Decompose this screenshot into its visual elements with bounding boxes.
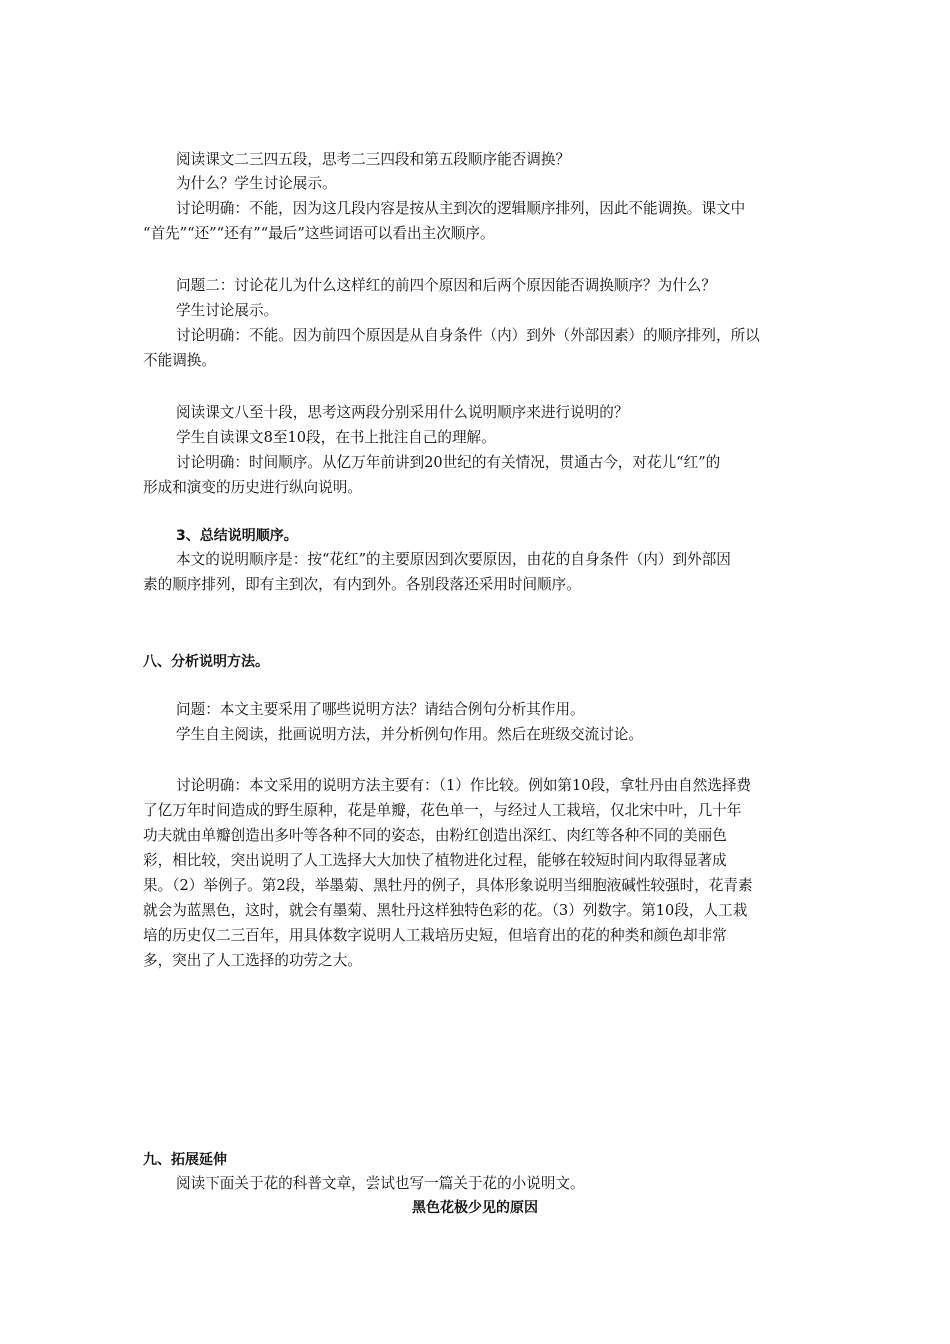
paragraph-line: 阅读下面关于花的科普文章，尝试也写一篇关于花的小说明文。 [176,1175,585,1192]
paragraph-line: “首先”“还”“还有”“最后”这些词语可以看出主次顺序。 [143,225,495,242]
paragraph-line: 学生自主阅读，批画说明方法，并分析例句作用。然后在班级交流讨论。 [176,726,644,743]
paragraph-line: 为什么？学生讨论展示。 [176,175,337,192]
section-heading: 3、总结说明顺序。 [176,528,298,544]
section-heading: 八、分析说明方法。 [143,654,269,670]
paragraph-line: 讨论明确：时间顺序。从亿万年前讲到20世纪的有关情况，贯通古今，对花儿“红”的 [176,454,721,471]
paragraph-line: 多，突出了人工选择的功劳之大。 [143,952,362,969]
paragraph-line: 就会为蓝黑色，这时，就会有墨菊、黑牡丹这样独特色彩的花。（3）列数字。第10段，人工栽 [143,902,748,919]
section-heading: 九、拓展延伸 [143,1152,227,1168]
paragraph-line: 阅读课文二三四五段，思考二三四段和第五段顺序能否调换？ [176,151,571,168]
paragraph-line: 讨论明确：本文采用的说明方法主要有：（1）作比较。例如第10段，拿牡丹由自然选择费 [176,777,752,794]
paragraph-line: 讨论明确：不能，因为这几段内容是按从主到次的逻辑顺序排列，因此不能调换。课文中 [176,200,746,217]
paragraph-line: 素的顺序排列，即有主到次，有内到外。各别段落还采用时间顺序。 [143,576,581,593]
paragraph-line: 问题二：讨论花儿为什么这样红的前四个原因和后两个原因能否调换顺序？为什么？ [176,277,716,294]
paragraph-line: 学生自读课文8至10段，在书上批注自己的理解。 [176,429,496,446]
paragraph-line: 不能调换。 [143,352,216,369]
paragraph-line: 阅读课文八至十段，思考这两段分别采用什么说明顺序来进行说明的？ [176,404,629,421]
paragraph-line: 培的历史仅二三百年，用具体数字说明人工栽培历史短，但培育出的花的种类和颜色却非常 [143,927,727,944]
paragraph-line: 形成和演变的历史进行纵向说明。 [143,479,362,496]
paragraph-line: 问题：本文主要采用了哪些说明方法？请结合例句分析其作用。 [176,701,585,718]
paragraph-line: 果。（2）举例子。第2段，举墨菊、黑牡丹的例子，具体形象说明当细胞液碱性较强时，花青素 [143,877,753,894]
paragraph-line: 本文的说明顺序是：按“花红”的主要原因到次要原因，由花的自身条件（内）到外部因 [176,551,731,568]
paragraph-line: 了亿万年时间造成的野生原种，花是单瓣，花色单一，与经过人工栽培，仅北宋中叶，几十年 [143,802,742,819]
paragraph-line: 彩，相比较，突出说明了人工选择大大加快了植物进化过程，能够在较短时间内取得显著成 [143,852,727,869]
paragraph-line: 讨论明确：不能。因为前四个原因是从自身条件（内）到外（外部因素）的顺序排列，所以 [176,327,760,344]
paragraph-line: 功夫就由单瓣创造出多叶等各种不同的姿态，由粉红创造出深红、肉红等各种不同的美丽色 [143,827,727,844]
paragraph-line: 学生讨论展示。 [176,302,279,319]
article-title: 黑色花极少见的原因 [412,1200,538,1216]
